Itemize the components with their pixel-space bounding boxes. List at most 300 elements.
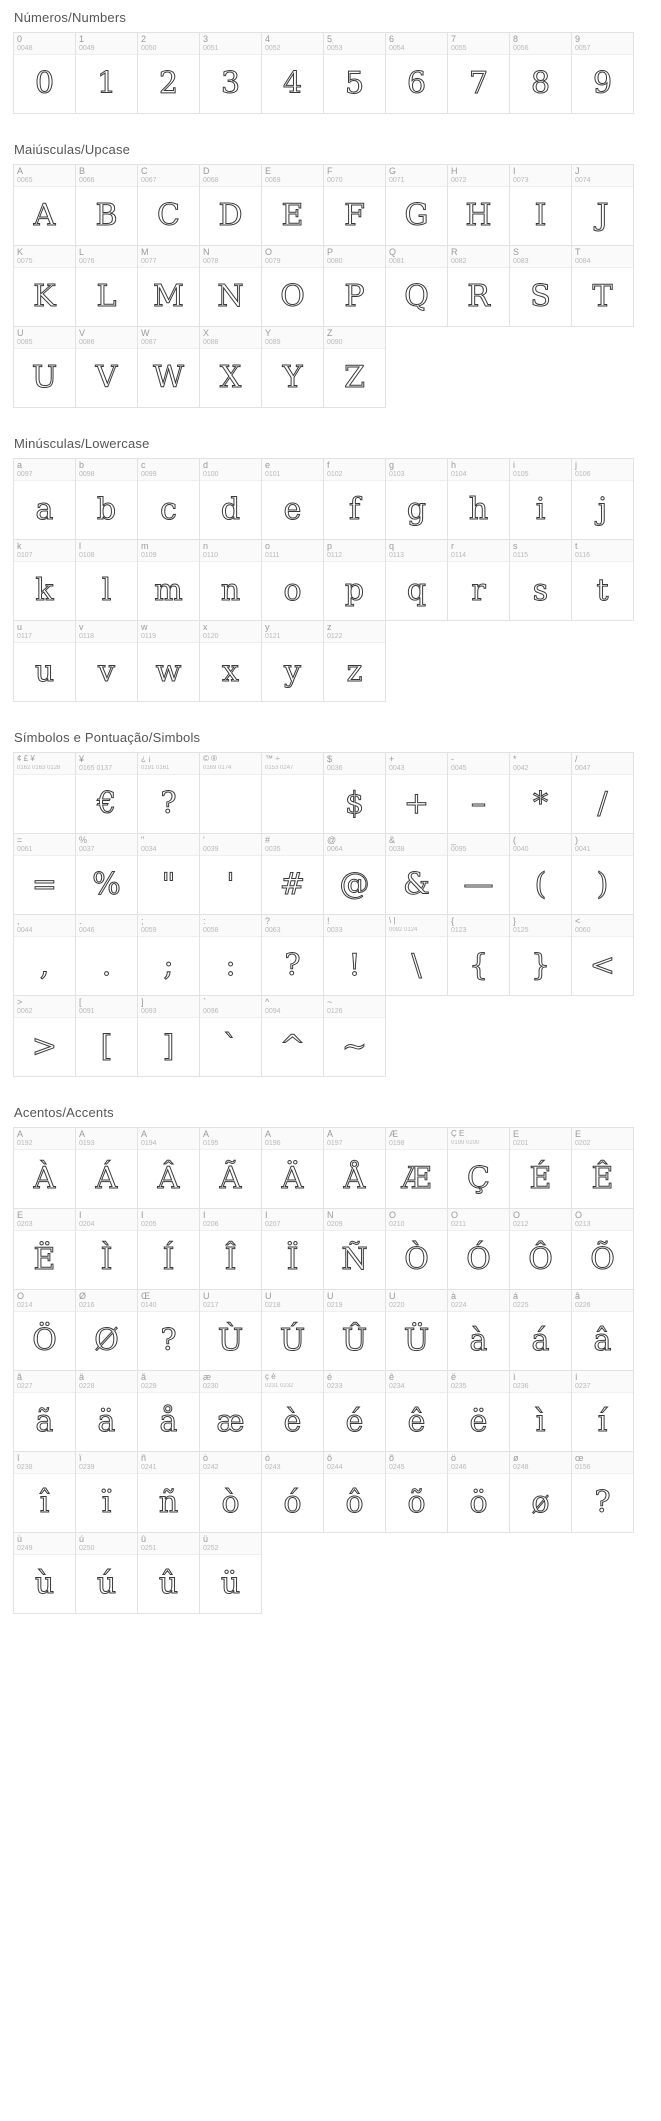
glyph-meta [324,621,385,643]
glyph-char-label: 6 [389,35,395,44]
glyph-code-label: 0191 0161 [141,765,170,771]
glyph-char-label: ù [17,1535,23,1544]
glyph-cell[interactable] [137,620,200,702]
glyph-cell[interactable] [509,914,572,996]
glyph-cell[interactable] [13,620,76,702]
glyph-code-label: 0203 [17,1221,33,1228]
glyph-cell[interactable] [199,914,262,996]
glyph-cell[interactable] [323,1370,386,1452]
glyph-cell[interactable] [75,914,138,996]
glyph-meta [510,246,571,268]
glyph-cell[interactable] [75,539,138,621]
glyph-code-label: 0066 [79,177,95,184]
glyph-meta [448,1209,509,1231]
glyph-code-label: 0090 [327,339,343,346]
glyph-char-label: Ñ [327,1211,334,1220]
glyph-cell[interactable] [13,245,76,327]
glyph-cell[interactable] [323,620,386,702]
glyph-char-label: 1 [79,35,85,44]
glyph-char-label: ` [203,998,206,1007]
glyph-code-label: 0085 [17,339,33,346]
glyph-preview: 7 [468,66,489,101]
glyph-code-label: 0039 [203,846,219,853]
glyph-cell[interactable] [75,1289,138,1371]
glyph-meta [324,915,385,937]
glyph-cell[interactable] [75,833,138,915]
glyph-cell[interactable] [261,1370,324,1452]
glyph-cell[interactable] [447,1289,510,1371]
glyph-cell[interactable] [261,1127,324,1209]
glyph-char-label: m [141,542,149,551]
glyph-preview: ? [160,1323,177,1358]
glyph-cell[interactable] [75,1127,138,1209]
glyph-preview: v [98,654,115,689]
glyph-cell[interactable] [385,1289,448,1371]
glyph-cell[interactable] [137,32,200,114]
glyph-cell[interactable] [323,458,386,540]
glyph-code-label: 0048 [17,45,33,52]
glyph-cell[interactable] [75,620,138,702]
glyph-cell[interactable] [13,752,76,834]
glyph-cell[interactable] [509,1208,572,1290]
glyph-cell[interactable] [137,1208,200,1290]
glyph-preview: Y [282,360,303,395]
glyph-code-label: 0058 [203,927,219,934]
glyph-preview: 1 [96,66,117,101]
glyph-char-label: a [17,461,23,470]
glyph-cell[interactable] [385,245,448,327]
glyph-cell[interactable] [199,326,262,408]
glyph-code-label: 0060 [575,927,591,934]
glyph-cell[interactable] [261,833,324,915]
glyph-cell[interactable] [571,752,634,834]
glyph-char-label: ' [203,836,205,845]
glyph-cell[interactable] [13,32,76,114]
glyph-char-label: Y [265,329,272,338]
glyph-preview: Ù [217,1323,244,1358]
glyph-code-label: 0054 [389,45,405,52]
glyph-cell[interactable] [571,1127,634,1209]
glyph-meta [200,1209,261,1231]
glyph-meta [262,33,323,55]
glyph-cell[interactable] [199,620,262,702]
glyph-cell[interactable] [199,1532,262,1614]
glyph-code-label: 0227 [17,1383,33,1390]
glyph-cell[interactable] [199,1370,262,1452]
glyph-char-label: û [141,1535,147,1544]
glyph-meta [200,540,261,562]
glyph-cell[interactable] [199,1127,262,1209]
glyph-cell[interactable] [199,1289,262,1371]
glyph-cell[interactable] [447,539,510,621]
glyph-code-label: 0248 [513,1464,529,1471]
glyph-cell[interactable] [571,1370,634,1452]
glyph-char-label: 8 [513,35,519,44]
glyph-preview: 6 [406,66,427,101]
glyph-cell[interactable] [137,752,200,834]
glyph-meta [200,1128,261,1150]
glyph-cell[interactable] [323,1127,386,1209]
glyph-cell[interactable] [323,164,386,246]
glyph-cell[interactable] [261,1289,324,1371]
glyph-cell[interactable] [385,752,448,834]
glyph-cell[interactable] [137,539,200,621]
glyph-char-label: æ [203,1373,212,1382]
glyph-code-label: 0117 [17,633,33,640]
glyph-meta [324,753,385,775]
glyph-preview: x [222,654,239,689]
glyph-cell[interactable] [447,164,510,246]
glyph-section [0,1095,661,1614]
glyph-cell[interactable] [137,914,200,996]
glyph-cell[interactable] [323,833,386,915]
glyph-char-label: S [513,248,520,257]
glyph-cell[interactable] [571,245,634,327]
glyph-cell[interactable] [199,32,262,114]
glyph-char-label: Z [327,329,333,338]
glyph-preview: X [219,360,242,395]
glyph-code-label: 0080 [327,258,343,265]
glyph-cell[interactable] [323,32,386,114]
glyph-cell[interactable] [261,326,324,408]
glyph-meta [448,246,509,268]
glyph-cell[interactable] [137,458,200,540]
glyph-meta [262,996,323,1018]
glyph-cell[interactable] [447,914,510,996]
glyph-char-label: e [265,461,271,470]
glyph-preview: f [348,492,361,527]
glyph-char-label: ä [79,1373,85,1382]
glyph-cell[interactable] [261,539,324,621]
glyph-cell[interactable] [571,1208,634,1290]
glyph-code-label: 0237 [575,1383,591,1390]
glyph-code-label: 0107 [17,552,33,559]
glyph-meta [200,1290,261,1312]
glyph-cell[interactable] [13,1370,76,1452]
glyph-cell[interactable] [261,164,324,246]
glyph-code-label: 0250 [79,1545,95,1552]
glyph-cell[interactable] [13,914,76,996]
glyph-meta [448,753,509,775]
glyph-code-label: 0118 [79,633,95,640]
glyph-meta [138,1533,199,1555]
glyph-cell[interactable] [323,1289,386,1371]
glyph-meta [14,1290,75,1312]
glyph-cell[interactable] [385,539,448,621]
glyph-cell[interactable] [261,620,324,702]
glyph-code-label: 0198 [389,1140,405,1147]
glyph-cell[interactable] [75,164,138,246]
glyph-code-label: 0206 [203,1221,219,1228]
glyph-cell[interactable] [199,164,262,246]
glyph-cell[interactable] [75,1208,138,1290]
glyph-cell[interactable] [261,32,324,114]
glyph-cell[interactable] [571,914,634,996]
glyph-char-label: _ [451,836,457,845]
glyph-preview: * [533,786,548,821]
glyph-cell[interactable] [323,245,386,327]
glyph-cell[interactable] [137,995,200,1077]
glyph-meta [14,753,75,775]
glyph-cell[interactable] [385,1127,448,1209]
glyph-cell[interactable] [447,458,510,540]
glyph-code-label: 0063 [265,927,281,934]
glyph-preview: s [532,573,549,608]
glyph-char-label: > [17,998,23,1007]
glyph-preview: " [161,867,176,902]
glyph-code-label: 0089 [265,339,281,346]
glyph-cell[interactable] [323,1208,386,1290]
glyph-meta [138,540,199,562]
glyph-cell[interactable] [13,539,76,621]
glyph-cell[interactable] [509,539,572,621]
glyph-cell[interactable] [509,833,572,915]
glyph-preview: À [33,1161,56,1196]
glyph-meta [386,33,447,55]
glyph-code-label: 0199 0200 [451,1140,480,1146]
glyph-cell[interactable] [447,1370,510,1452]
glyph-cell[interactable] [509,752,572,834]
glyph-cell[interactable] [261,752,324,834]
glyph-code-label: 0083 [513,258,529,265]
glyph-preview: ! [348,948,361,983]
glyph-cell[interactable] [571,32,634,114]
glyph-cell[interactable] [509,245,572,327]
glyph-char-label: Û [327,1292,334,1301]
glyph-code-label: 0093 [141,1008,157,1015]
glyph-code-label: 0098 [79,471,95,478]
glyph-char-label: ã [17,1373,23,1382]
glyph-cell[interactable] [199,458,262,540]
glyph-cell[interactable] [13,833,76,915]
glyph-code-label: 0033 [327,927,343,934]
glyph-cell[interactable] [509,164,572,246]
glyph-cell[interactable] [261,245,324,327]
glyph-cell[interactable] [199,995,262,1077]
glyph-cell[interactable] [137,1451,200,1533]
glyph-cell[interactable] [447,752,510,834]
glyph-cell[interactable] [13,1451,76,1533]
glyph-preview: Ä [281,1161,304,1196]
glyph-char-label: x [203,623,208,632]
glyph-char-label: ó [265,1454,271,1463]
glyph-cell[interactable] [137,326,200,408]
glyph-cell[interactable] [571,458,634,540]
glyph-cell[interactable] [137,833,200,915]
glyph-code-label: 0096 [203,1008,219,1015]
glyph-char-label: w [141,623,148,632]
glyph-preview: Ñ [341,1242,368,1277]
glyph-preview: a [35,492,54,527]
glyph-meta [386,1128,447,1150]
glyph-meta [572,33,633,55]
glyph-meta [76,33,137,55]
glyph-cell[interactable] [509,1127,572,1209]
glyph-cell[interactable] [571,1451,634,1533]
glyph-cell[interactable] [323,914,386,996]
glyph-char-label: 0 [17,35,23,44]
glyph-char-label: : [203,917,206,926]
glyph-code-label: 0076 [79,258,95,265]
glyph-preview: ü [220,1566,241,1601]
glyph-section [0,132,661,408]
glyph-code-label: 0205 [141,1221,157,1228]
glyph-cell[interactable] [509,1289,572,1371]
glyph-cell[interactable] [137,1289,200,1371]
glyph-meta [200,459,261,481]
glyph-cell[interactable] [385,458,448,540]
glyph-meta [448,1290,509,1312]
glyph-cell[interactable] [13,164,76,246]
glyph-preview [14,775,75,833]
glyph-char-label: ™ ÷ [265,755,280,763]
glyph-preview: D [218,198,243,233]
glyph-cell[interactable] [75,32,138,114]
glyph-cell[interactable] [13,1127,76,1209]
glyph-cell[interactable] [75,245,138,327]
glyph-cell[interactable] [75,1370,138,1452]
glyph-char-label: B [79,167,86,176]
glyph-char-label: Ä [265,1130,272,1139]
glyph-cell[interactable] [571,539,634,621]
glyph-cell[interactable] [261,1208,324,1290]
glyph-char-label: Ê [575,1130,582,1139]
glyph-cell[interactable] [199,539,262,621]
glyph-preview: 5 [344,66,365,101]
glyph-preview: å [159,1404,178,1439]
glyph-cell[interactable] [261,1451,324,1533]
glyph-cell[interactable] [13,995,76,1077]
glyph-cell[interactable] [199,245,262,327]
glyph-meta [386,246,447,268]
glyph-meta [262,540,323,562]
glyph-preview: è [283,1404,302,1439]
glyph-char-label: - [451,755,454,764]
glyph-cell[interactable] [137,164,200,246]
glyph-cell[interactable] [385,1370,448,1452]
glyph-code-label: 0123 [451,927,467,934]
glyph-cell[interactable] [199,1451,262,1533]
glyph-meta [510,915,571,937]
glyph-cell[interactable] [13,1289,76,1371]
glyph-cell[interactable] [385,833,448,915]
glyph-meta [448,1371,509,1393]
glyph-code-label: 0244 [327,1464,343,1471]
glyph-code-label: 0115 [513,552,529,559]
glyph-cell[interactable] [13,1208,76,1290]
glyph-cell[interactable] [385,1451,448,1533]
glyph-char-label: 7 [451,35,457,44]
glyph-cell[interactable] [199,752,262,834]
glyph-cell[interactable] [385,914,448,996]
glyph-char-label: s [513,542,518,551]
glyph-cell[interactable] [385,1208,448,1290]
glyph-meta [510,540,571,562]
glyph-preview: 2 [158,66,179,101]
glyph-char-label: < [575,917,581,926]
glyph-char-label: E [265,167,272,176]
glyph-meta [14,459,75,481]
glyph-cell[interactable] [447,833,510,915]
glyph-cell[interactable] [571,164,634,246]
glyph-cell[interactable] [571,833,634,915]
glyph-cell[interactable] [137,1127,200,1209]
glyph-preview: + [403,786,430,821]
glyph-cell[interactable] [509,32,572,114]
glyph-preview: ) [596,867,609,902]
glyph-cell[interactable] [75,326,138,408]
glyph-cell[interactable] [75,1532,138,1614]
glyph-cell[interactable] [199,1208,262,1290]
glyph-cell[interactable] [385,164,448,246]
glyph-char-label: W [141,329,150,338]
glyph-char-label: t [575,542,578,551]
glyph-cell[interactable] [447,1208,510,1290]
glyph-cell[interactable] [571,1289,634,1371]
glyph-cell[interactable] [75,1451,138,1533]
glyph-cell[interactable] [199,833,262,915]
glyph-char-label: Œ [141,1292,150,1301]
glyph-cell[interactable] [447,32,510,114]
glyph-cell[interactable] [447,1451,510,1533]
glyph-code-label: 0210 [389,1221,405,1228]
glyph-cell[interactable] [75,458,138,540]
glyph-preview: Ê [591,1161,614,1196]
glyph-cell[interactable] [137,1370,200,1452]
glyph-meta [200,327,261,349]
glyph-cell[interactable] [75,752,138,834]
glyph-char-label: D [203,167,210,176]
glyph-code-label: 0224 [451,1302,467,1309]
glyph-cell[interactable] [137,1532,200,1614]
glyph-code-label: 0192 [17,1140,33,1147]
glyph-cell[interactable] [447,1127,510,1209]
glyph-cell[interactable] [447,245,510,327]
glyph-code-label: 0064 [327,846,343,853]
glyph-cell[interactable] [261,914,324,996]
glyph-preview: í [597,1404,608,1439]
glyph-cell[interactable] [261,995,324,1077]
glyph-cell[interactable] [323,752,386,834]
glyph-cell[interactable] [323,995,386,1077]
glyph-cell[interactable] [323,539,386,621]
glyph-char-label: Õ [575,1211,583,1220]
glyph-cell[interactable] [385,32,448,114]
glyph-char-label: à [451,1292,457,1301]
glyph-cell[interactable] [137,245,200,327]
glyph-cell[interactable] [509,1451,572,1533]
glyph-meta [386,915,447,937]
glyph-cell[interactable] [261,458,324,540]
glyph-cell[interactable] [13,458,76,540]
glyph-code-label: 0212 [513,1221,529,1228]
glyph-cell[interactable] [13,326,76,408]
glyph-meta [200,33,261,55]
glyph-cell[interactable] [323,326,386,408]
glyph-cell[interactable] [323,1451,386,1533]
glyph-preview: â [593,1323,612,1358]
glyph-preview: ô [345,1485,364,1520]
glyph-cell[interactable] [13,1532,76,1614]
glyph-meta [386,834,447,856]
glyph-code-label: 0038 [389,846,405,853]
glyph-cell[interactable] [509,1370,572,1452]
glyph-meta [138,1128,199,1150]
glyph-cell[interactable] [75,995,138,1077]
section-title: Símbolos e Pontuação/Simbols [14,730,201,745]
glyph-meta [386,540,447,562]
glyph-cell[interactable] [509,458,572,540]
